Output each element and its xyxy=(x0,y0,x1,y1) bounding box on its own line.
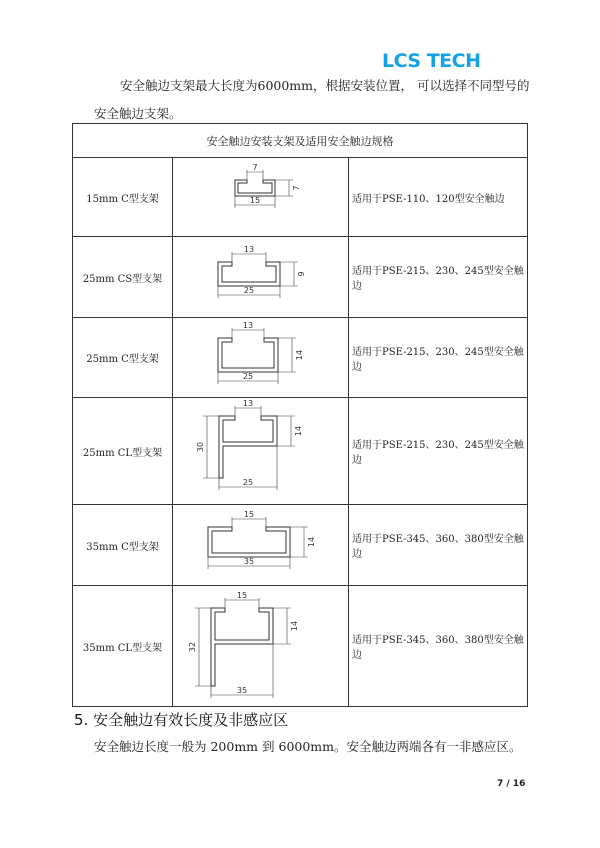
dim-top: 13 xyxy=(242,399,254,408)
section-paragraph: 安全触边长度一般为 200mm 到 6000mm。安全触边两端各有一非感应区。 xyxy=(94,739,522,754)
bracket-name: 15mm C型支架 xyxy=(73,158,173,237)
dim-right: 14 xyxy=(295,349,304,361)
dim-top: 13 xyxy=(242,321,254,330)
bracket-drawing-cell xyxy=(173,237,349,318)
bracket-spec: 适用于PSE-345、360、380型安全触边 xyxy=(349,586,528,707)
bracket-spec: 适用于PSE-110、120型安全触边 xyxy=(349,158,528,237)
bracket-name: 35mm C型支架 xyxy=(73,505,173,586)
dim-right: 14 xyxy=(290,620,299,632)
profile-outline xyxy=(208,527,290,557)
bracket-spec: 适用于PSE-345、360、380型安全触边 xyxy=(349,505,528,586)
bracket-spec: 适用于PSE-215、230、245型安全触边 xyxy=(349,237,528,318)
bracket-name: 25mm CL型支架 xyxy=(73,398,173,505)
profile-outline xyxy=(211,608,273,686)
dim-line-right xyxy=(275,180,293,196)
bracket-profile-drawing xyxy=(173,237,348,317)
bracket-name: 25mm C型支架 xyxy=(73,318,173,398)
dim-right: 14 xyxy=(307,536,316,548)
dim-bottom: 25 xyxy=(243,286,255,295)
section-heading: 5. 安全触边有效长度及非感应区 xyxy=(74,711,289,729)
dim-top: 15 xyxy=(236,591,248,600)
bracket-profile-drawing xyxy=(173,158,348,236)
dim-right: 7 xyxy=(292,185,301,191)
bracket-drawing-cell xyxy=(173,318,349,398)
bracket-drawing-cell xyxy=(173,586,349,707)
dim-line-left xyxy=(195,608,211,686)
dim-bottom: 35 xyxy=(243,557,255,566)
dim-bottom: 35 xyxy=(236,686,248,695)
profile-outline xyxy=(235,180,275,196)
dim-line-right xyxy=(278,338,296,372)
bracket-profile-drawing xyxy=(173,318,348,397)
bracket-drawing-cell xyxy=(173,158,349,237)
table-title: 安全触边安装支架及适用安全触边规格 xyxy=(73,124,528,158)
bracket-drawing-cell xyxy=(173,398,349,505)
dim-line-right xyxy=(273,608,291,644)
bracket-name: 35mm CL型支架 xyxy=(73,586,173,707)
dim-left: 30 xyxy=(196,441,205,453)
dim-line-right xyxy=(280,262,298,286)
table-row xyxy=(73,318,528,398)
bracket-drawing-cell xyxy=(173,505,349,586)
bracket-profile-drawing xyxy=(173,505,348,585)
company-logo: LCS TECH xyxy=(382,50,481,72)
dim-top: 7 xyxy=(252,163,258,172)
dim-line-left xyxy=(203,416,219,478)
table-row xyxy=(73,586,528,707)
dim-bottom: 15 xyxy=(249,196,261,205)
dim-left: 32 xyxy=(188,641,197,653)
dim-right: 14 xyxy=(294,425,303,437)
bracket-spec: 适用于PSE-215、230、245型安全触边 xyxy=(349,398,528,505)
bracket-profile-drawing xyxy=(173,398,348,504)
bracket-spec: 适用于PSE-215、230、245型安全触边 xyxy=(349,318,528,398)
dim-line-right xyxy=(290,527,308,557)
intro-paragraph: 安全触边支架最大长度为6000mm，根据安装位置， 可以选择不同型号的安全触边支架。 xyxy=(94,78,530,121)
table-row xyxy=(73,505,528,586)
dim-top: 15 xyxy=(243,510,255,519)
page-number: 7 / 16 xyxy=(497,779,526,789)
dim-bottom: 25 xyxy=(242,478,254,487)
dim-right: 9 xyxy=(297,271,306,277)
table-row xyxy=(73,158,528,237)
table-row xyxy=(73,237,528,318)
bracket-name: 25mm CS型支架 xyxy=(73,237,173,318)
table-row xyxy=(73,398,528,505)
profile-outline xyxy=(218,338,278,372)
dim-top: 13 xyxy=(243,245,255,254)
profile-outline xyxy=(219,416,277,478)
profile-outline xyxy=(218,262,280,286)
bracket-spec-table xyxy=(72,123,528,707)
dim-line-right xyxy=(277,416,295,446)
dim-bottom: 25 xyxy=(242,372,254,381)
bracket-profile-drawing xyxy=(173,586,348,706)
